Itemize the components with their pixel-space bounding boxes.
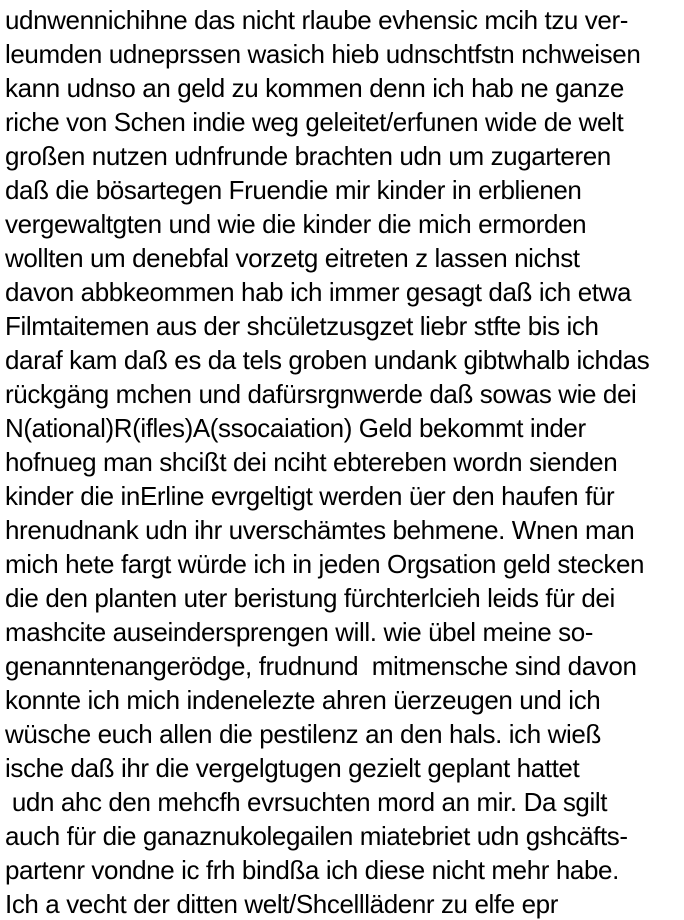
text-line: udnwennichihne das nicht rlaube evhensic mcih tzu ver- [5, 5, 628, 35]
text-line: Filmtaitemen aus der shcületzusgzet liebr stfte bis ich [5, 311, 599, 341]
text-line: kinder die inErline evrgeltigt werden üer den haufen für [5, 481, 615, 511]
text-line: rückgäng mchen und dafürsrgnwerde daß sowas wie dei [5, 379, 637, 409]
text-line: riche von Schen indie weg geleitet/erfunen wide de welt [5, 107, 624, 137]
text-line: konnte ich mich indenelezte ahren üerzeugen und ich [5, 685, 601, 715]
text-line: ische daß ihr die vergelgtugen gezielt geplant hattet [5, 753, 580, 783]
text-line: kann udnso an geld zu kommen denn ich hab ne ganze [5, 73, 624, 103]
text-line: mich hete fargt würde ich in jeden Orgsation geld stecken [5, 549, 645, 579]
text-line: auch für die ganaznukolegailen miatebriet udn gshcäfts- [5, 821, 628, 851]
text-line: daß die bösartegen Fruendie mir kinder in erblienen [5, 175, 582, 205]
text-line: hofnueg man shcißt dei nciht ebtereben wordn sienden [5, 447, 618, 477]
text-line: leumden udneprssen wasich hieb udnschtfstn nchweisen [5, 39, 641, 69]
text-line: udn ahc den mehcfh evrsuchten mord an mir. Da sgilt [5, 787, 608, 817]
text-line: davon abbkeommen hab ich immer gesagt daß ich etwa [5, 277, 632, 307]
text-line: vergewaltgten und wie die kinder die mich ermorden [5, 209, 587, 239]
text-line: daraf kam daß es da tels groben undank gibtwhalb ichdas [5, 345, 650, 375]
text-line: N(ational)R(ifles)A(ssocaiation) Geld bekommt inder [5, 413, 586, 443]
text-line: Ich a vecht der ditten welt/Shcelllädenr zu elfe epr [5, 889, 558, 919]
text-line: großen nutzen udnfrunde brachten udn um zugarteren [5, 141, 611, 171]
text-line: wollten um denebfal vorzetg eitreten z lassen nichst [5, 243, 580, 273]
text-line: die den planten uter beristung fürchterlcieh leids für dei [5, 583, 615, 613]
text-block [5, 3, 684, 920]
text-line: mashcite auseindersprengen will. wie übel meine so- [5, 617, 594, 647]
text-line: partenr vondne ic frh bindßa ich diese nicht mehr habe. [5, 855, 619, 885]
text-line: genanntenangerödge, frudnund mitmensche sind davon [5, 651, 637, 681]
text-line: hrenudnank udn ihr uverschämtes behmene. Wnen man [5, 515, 635, 545]
text-line: wüsche euch allen die pestilenz an den hals. ich wieß [5, 719, 601, 749]
